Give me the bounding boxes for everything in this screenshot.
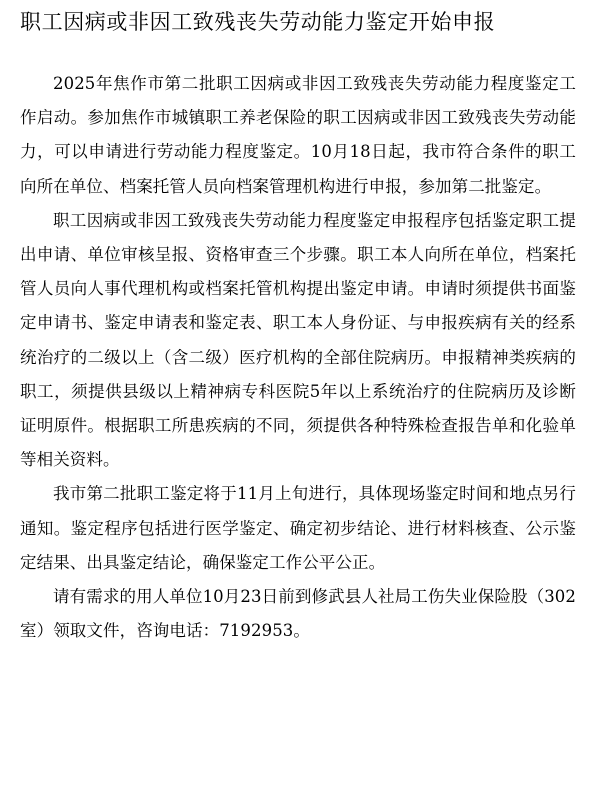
- article-paragraph-4: 请有需求的用人单位10月23日前到修武县人社局工伤失业保险股（302室）领取文件，咨询电话：7192953。: [20, 587, 576, 641]
- article-paragraph-1: 2025年焦作市第二批职工因病或非因工致残丧失劳动能力程度鉴定工作启动。参加焦作市城镇职工养老保险的职工因病或非因工致残丧失劳动能力，可以申请进行劳动能力程度鉴定。10月18日起，我市符合条件的职工向所在单位、档案托管人员向档案管理机构进行申报，参加第二批鉴定。: [20, 74, 576, 196]
- article-body: [20, 67, 576, 648]
- article-title: 职工因病或非因工致残丧失劳动能力鉴定开始申报: [20, 10, 496, 34]
- article-paragraph-2: 职工因病或非因工致残丧失劳动能力程度鉴定申报程序包括鉴定职工提出申请、单位审核呈报、资格审查三个步骤。职工本人向所在单位，档案托管人员向人事代理机构或档案托管机构提出鉴定申请。申请时须提供书面鉴定申请书、鉴定申请表和鉴定表、职工本人身份证、与申报疾病有关的经系统治疗的二级以上（含二级）医疗机构的全部住院病历。申报精神类疾病的职工，须提供县级以上精神病专科医院5年以上系统治疗的住院病历及诊断证明原件。根据职工所患疾病的不同，须提供各种特殊检查报告单和化验单等相关资料。: [20, 210, 576, 470]
- article-paragraph-3: 我市第二批职工鉴定将于11月上旬进行，具体现场鉴定时间和地点另行通知。鉴定程序包括进行医学鉴定、确定初步结论、进行材料核查、公示鉴定结果、出具鉴定结论，确保鉴定工作公平公正。: [20, 484, 576, 572]
